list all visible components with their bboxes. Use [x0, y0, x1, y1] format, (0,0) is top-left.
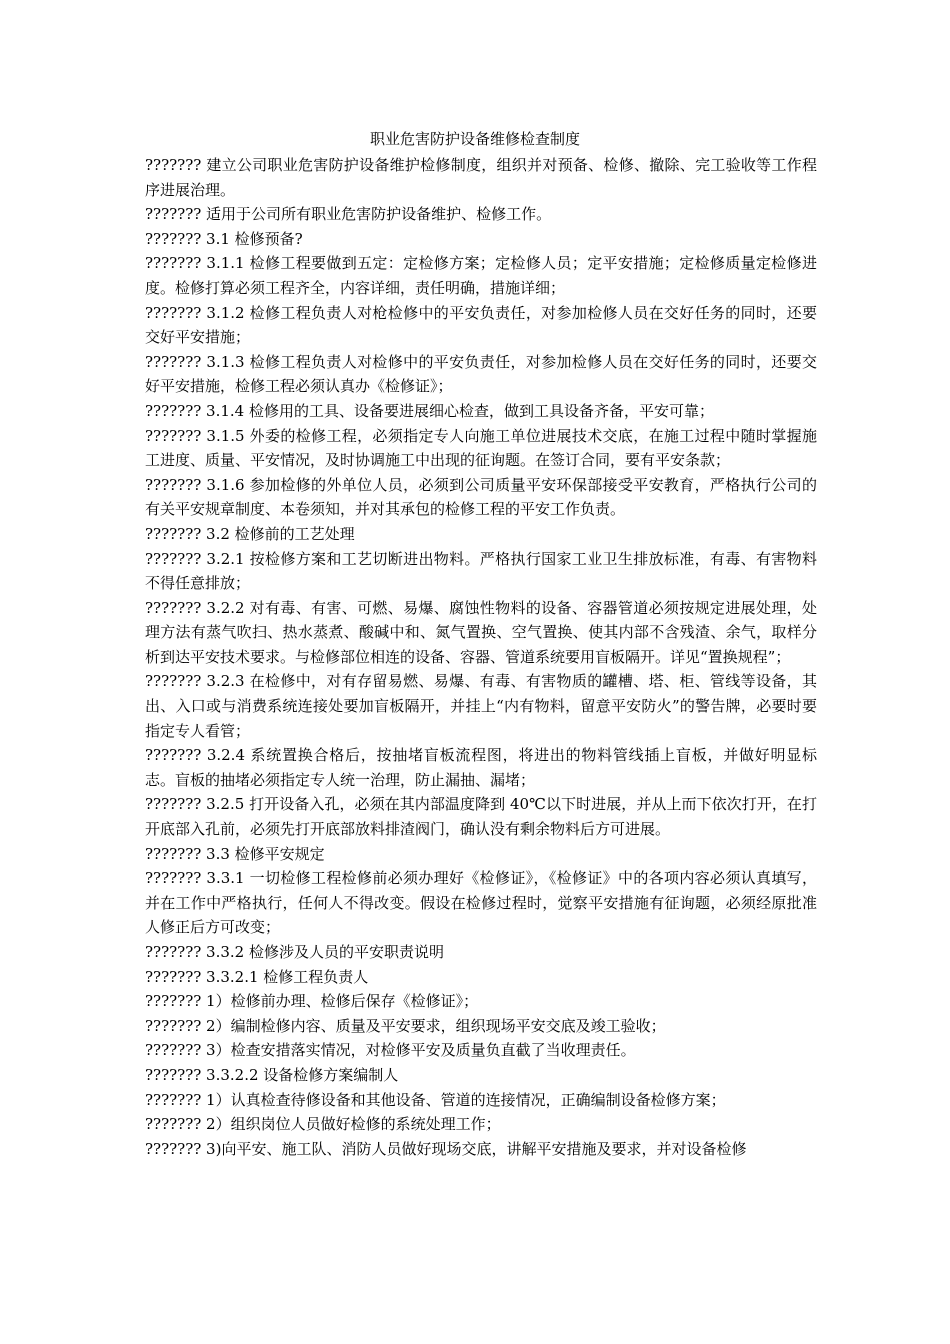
paragraph-3-2-4: ??????? 3.2.4 系统置换合格后，按抽堵盲板流程图，将进出的物料管线插上盲板，并做好明显标志。盲板的抽堵必须指定专人统一治理，防止漏抽、漏堵；: [145, 746, 817, 789]
paragraph-3-2-3: ??????? 3.2.3 在检修中，对有存留易燃、易爆、有毒、有害物质的罐槽、塔、柜、管线等设备，其出、入口或与消费系统连接处要加盲板隔开，并挂上“内有物料，留意平安防火”的警告牌，必要时要指定专人看管；: [145, 672, 817, 740]
paragraph-3-2-5: ??????? 3.2.5 打开设备入孔，必须在其内部温度降到 40℃以下时进展，并从上而下依次打开，在打开底部入孔前，必须先打开底部放料排渣阀门，确认没有剩余物料后方可进展。: [145, 795, 817, 839]
list-item: ??????? 2）编制检修内容、质量及平安要求，组织现场平安交底及竣工验收；: [145, 1016, 666, 1035]
paragraph-3-1-3: ??????? 3.1.3 检修工程负责人对检修中的平安负责任，对参加检修人员在交好任务的同时，还要交好平安措施，检修工程必须认真办《检修证》；: [145, 352, 817, 396]
paragraph-3-1-4: ??????? 3.1.4 检修用的工具、设备要进展细心检查，做到工具设备齐备，平安可靠；: [145, 401, 714, 420]
document-title: 职业危害防护设备维修检查制度: [369, 130, 580, 148]
document-body: [145, 153, 817, 1161]
list-item: ??????? 2）组织岗位人员做好检修的系统处理工作；: [145, 1115, 501, 1134]
section-3-3-heading: ??????? 3.3 检修平安规定: [145, 844, 325, 863]
paragraph-3-1-1: ??????? 3.1.1 检修工程要做到五定：定检修方案；定检修人员；定平安措施；定检修质量定检修进度。检修打算必须工程齐全，内容详细，责任明确，措施详细；: [145, 254, 817, 297]
paragraph-3-3-2-2: ??????? 3.3.2.2 设备检修方案编制人: [145, 1065, 399, 1084]
paragraph-3-3-2: ??????? 3.3.2 检修涉及人员的平安职责说明: [145, 943, 444, 961]
paragraph-3-3-2-1: ??????? 3.3.2.1 检修工程负责人: [145, 967, 369, 986]
list-item: ??????? 1）认真检查待修设备和其他设备、管道的连接情况，正确编制设备检修方案；: [145, 1090, 726, 1109]
section-3-2-heading: ??????? 3.2 检修前的工艺处理: [145, 524, 355, 543]
list-item: ??????? 3)向平安、施工队、消防人员做好现场交底，讲解平安措施及要求，并对设备检修: [145, 1139, 747, 1158]
paragraph-3-1-5: ??????? 3.1.5 外委的检修工程，必须指定专人向施工单位进展技术交底，在施工过程中随时掌握施工进度、质量、平安情况，及时协调施工中出现的征询题。在签订合同，要有平安条款；: [145, 426, 817, 470]
paragraph-3-2-2: ??????? 3.2.2 对有毒、有害、可燃、易爆、腐蚀性物料的设备、容器管道必须按规定进展处理，处理方法有蒸气吹扫、热水蒸煮、酸碱中和、氮气置换、空气置换、使其内部不含残渣、余气，取样分析到达平安技术要求。与检修部位相连的设备、容器、管道系统要用盲板隔开。详见“置换规程”；: [145, 598, 817, 666]
list-item: ??????? 1）检修前办理、检修后保存《检修证》；: [145, 992, 479, 1011]
paragraph-3-1-2: ??????? 3.1.2 检修工程负责人对枪检修中的平安负责任，对参加检修人员在交好任务的同时，还要交好平安措施；: [145, 303, 817, 347]
paragraph-3-2-1: ??????? 3.2.1 按检修方案和工艺切断进出物料。严格执行国家工业卫生排放标准，有毒、有害物料不得任意排放；: [145, 549, 817, 593]
paragraph-purpose: ??????? 建立公司职业危害防护设备维护检修制度，组织并对预备、检修、撤除、完工验收等工作程序进展治理。: [145, 156, 817, 199]
list-item: ??????? 3）检查安措落实情况，对检修平安及质量负直截了当收理责任。: [145, 1041, 636, 1060]
paragraph-3-3-1: ??????? 3.3.1 一切检修工程检修前必须办理好《检修证》，《检修证》中的各项内容必须认真填写，并在工作中严格执行，任何人不得改变。假设在检修过程时，觉察平安措施有征询题，必须经原批准人修正后方可改变；: [145, 869, 817, 937]
section-3-1-heading: ??????? 3.1 检修预备?: [145, 229, 303, 248]
paragraph-3-1-6: ??????? 3.1.6 参加检修的外单位人员，必须到公司质量平安环保部接受平安教育，严格执行公司的有关平安规章制度、本卷须知，并对其承包的检修工程的平安工作负责。: [145, 475, 817, 519]
paragraph-scope: ??????? 适用于公司所有职业危害防护设备维护、检修工作。: [145, 205, 552, 224]
